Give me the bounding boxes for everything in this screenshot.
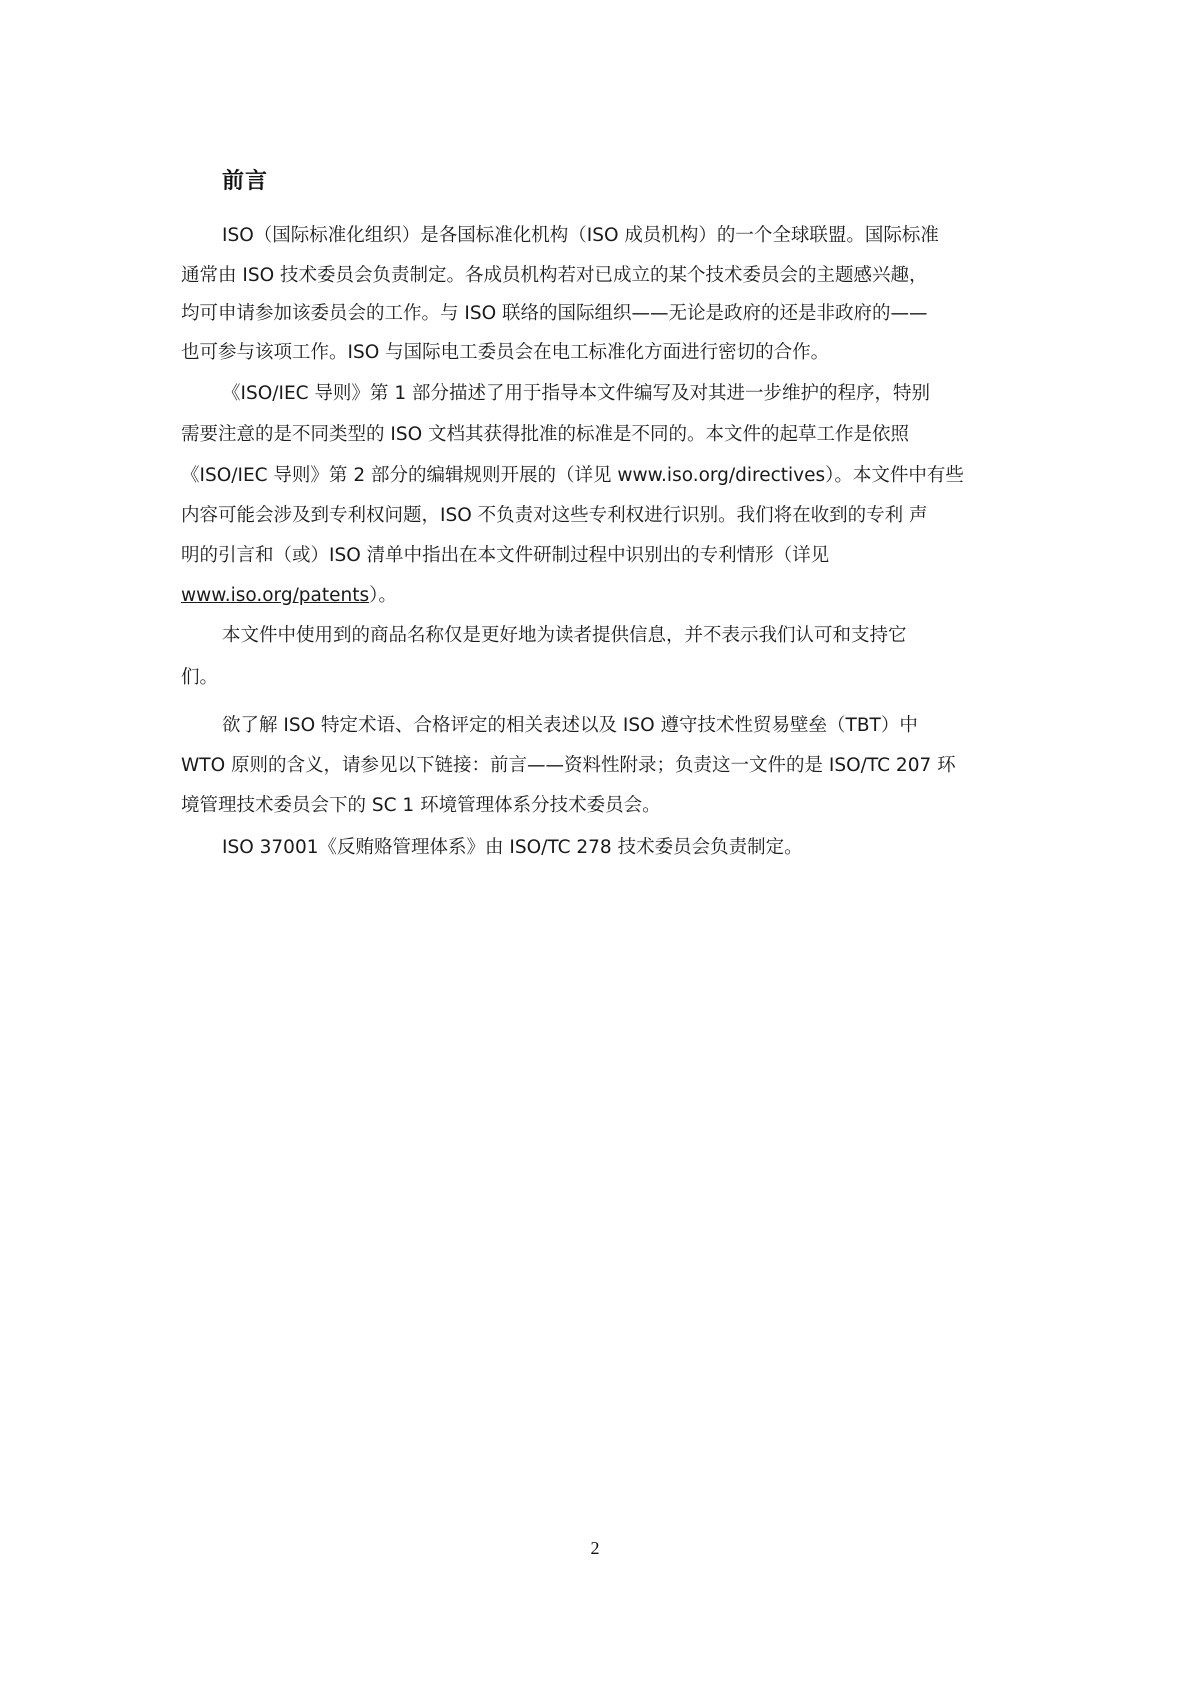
- paragraph-line: 本文件中使用到的商品名称仅是更好地为读者提供信息，并不表示我们认可和支持它: [222, 625, 907, 646]
- paragraph-line: 明的引言和（或）ISO 清单中指出在本文件研制过程中识别出的专利情形（详见: [181, 545, 830, 566]
- patents-link[interactable]: www.iso.org/patents: [181, 585, 370, 606]
- paragraph-line: 需要注意的是不同类型的 ISO 文档其获得批准的标准是不同的。本文件的起草工作是依照: [181, 424, 910, 445]
- paragraph-line: ISO 37001《反贿赂管理体系》由 ISO/TC 278 技术委员会负责制定。: [222, 837, 803, 858]
- paragraph-line: 均可申请参加该委员会的工作。与 ISO 联络的国际组织——无论是政府的还是非政府的——: [181, 303, 928, 324]
- paragraph-line: 内容可能会涉及到专利权问题，ISO 不负责对这些专利权进行识别。我们将在收到的专利 声: [181, 505, 928, 526]
- paragraph-line: 们。: [181, 667, 219, 688]
- paragraph-line: 欲了解 ISO 特定术语、合格评定的相关表述以及 ISO 遵守技术性贸易壁垒（TBT）中: [222, 715, 918, 736]
- paragraph-line: ISO（国际标准化组织）是各国标准化机构（ISO 成员机构）的一个全球联盟。国际标准: [222, 225, 939, 246]
- paragraph-line: [181, 584, 397, 608]
- paragraph-line: 境管理技术委员会下的 SC 1 环境管理体系分技术委员会。: [181, 795, 661, 816]
- paragraph-line: 《ISO/IEC 导则》第 1 部分描述了用于指导本文件编写及对其进一步维护的程序，特别: [222, 383, 930, 404]
- paragraph-line: 《ISO/IEC 导则》第 2 部分的编辑规则开展的（详见 www.iso.org/directives）。本文件中有些: [181, 465, 964, 486]
- paragraph-line: WTO 原则的含义，请参见以下链接：前言——资料性附录；负责这一文件的是 ISO/TC 207 环: [181, 755, 956, 776]
- link-suffix: ）。: [369, 585, 397, 606]
- paragraph-line: 也可参与该项工作。ISO 与国际电工委员会在电工标准化方面进行密切的合作。: [181, 342, 830, 363]
- page-title: 前言: [222, 169, 269, 194]
- paragraph-line: 通常由 ISO 技术委员会负责制定。各成员机构若对已成立的某个技术委员会的主题感兴趣，: [181, 265, 928, 286]
- page-number: 2: [590, 1538, 600, 1558]
